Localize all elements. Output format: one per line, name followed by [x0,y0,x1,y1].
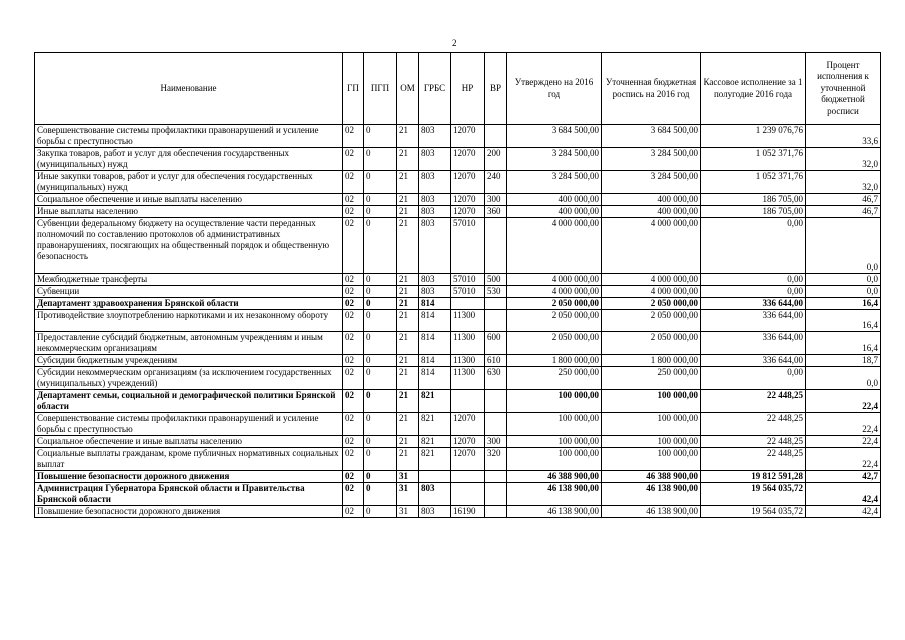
cell-revised: 3 284 500,00 [602,148,701,171]
cell-np: 57010 [451,274,485,286]
cell-revised: 46 138 900,00 [602,483,701,506]
cell-vr [485,218,507,274]
cell-grbs: 803 [419,483,451,506]
cell-name: Иные закупки товаров, работ и услуг для обеспечения государственных (муниципальных) нужд [35,171,343,194]
cell-cash: 0,00 [701,218,806,274]
cell-om: 31 [397,506,419,518]
cell-revised: 1 800 000,00 [602,355,701,367]
cell-om: 21 [397,194,419,206]
table-row [35,413,881,436]
cell-gp: 02 [343,506,364,518]
cell-pgp: 0 [364,355,397,367]
table-row [35,448,881,471]
cell-revised: 400 000,00 [602,206,701,218]
cell-cash: 19 564 035,72 [701,506,806,518]
col-header-np: НР [451,53,485,125]
cell-name: Социальное обеспечение и иные выплаты населению [35,194,343,206]
cell-cash: 22 448,25 [701,448,806,471]
cell-approved: 4 000 000,00 [507,274,602,286]
cell-revised: 4 000 000,00 [602,286,701,298]
cell-name: Закупка товаров, работ и услуг для обеспечения государственных (муниципальных) нужд [35,148,343,171]
cell-pct: 46,7 [806,206,881,218]
cell-pgp: 0 [364,332,397,355]
cell-grbs: 814 [419,298,451,310]
cell-vr [485,125,507,148]
table-row [35,206,881,218]
cell-name: Повышение безопасности дорожного движения [35,471,343,483]
table-row [35,310,881,332]
cell-vr [485,506,507,518]
cell-revised: 100 000,00 [602,436,701,448]
cell-cash: 22 448,25 [701,436,806,448]
cell-gp: 02 [343,436,364,448]
col-header-pgp: ПГП [364,53,397,125]
table-row [35,355,881,367]
cell-om: 21 [397,274,419,286]
cell-np: 12070 [451,206,485,218]
cell-pgp: 0 [364,436,397,448]
cell-vr: 360 [485,206,507,218]
cell-pgp: 0 [364,125,397,148]
cell-grbs: 803 [419,194,451,206]
cell-pct: 42,4 [806,506,881,518]
cell-grbs: 803 [419,286,451,298]
cell-approved: 100 000,00 [507,390,602,413]
cell-name: Иные выплаты населению [35,206,343,218]
cell-name: Субсидии некоммерческим организациям (за исключением государственных (муниципальных) учреждений) [35,367,343,390]
cell-grbs: 814 [419,355,451,367]
cell-vr: 630 [485,367,507,390]
cell-om: 21 [397,390,419,413]
cell-np: 12070 [451,125,485,148]
cell-vr: 500 [485,274,507,286]
cell-om: 21 [397,367,419,390]
cell-name: Департамент семьи, социальной и демографической политики Брянской области [35,390,343,413]
cell-pgp: 0 [364,471,397,483]
cell-revised: 100 000,00 [602,390,701,413]
cell-grbs: 814 [419,367,451,390]
col-header-grbs: ГРБС [419,53,451,125]
col-header-percent: Процент исполнения к уточненной бюджетной росписи [806,53,881,125]
cell-pgp: 0 [364,310,397,332]
cell-grbs [419,471,451,483]
cell-vr: 320 [485,448,507,471]
table-row [35,332,881,355]
cell-revised: 46 138 900,00 [602,506,701,518]
cell-pct: 0,0 [806,286,881,298]
cell-revised: 100 000,00 [602,413,701,436]
cell-approved: 1 800 000,00 [507,355,602,367]
cell-pgp: 0 [364,298,397,310]
cell-om: 21 [397,148,419,171]
cell-pct: 0,0 [806,367,881,390]
cell-approved: 46 138 900,00 [507,506,602,518]
cell-cash: 336 644,00 [701,310,806,332]
cell-gp: 02 [343,448,364,471]
cell-np: 12070 [451,413,485,436]
table-header-row [35,53,881,125]
cell-name: Субсидии бюджетным учреждениям [35,355,343,367]
cell-approved: 46 138 900,00 [507,483,602,506]
cell-cash: 1 052 371,76 [701,171,806,194]
table-row [35,390,881,413]
cell-np: 12070 [451,436,485,448]
cell-gp: 02 [343,194,364,206]
cell-revised: 2 050 000,00 [602,298,701,310]
cell-revised: 2 050 000,00 [602,332,701,355]
cell-cash: 22 448,25 [701,413,806,436]
cell-revised: 3 284 500,00 [602,171,701,194]
cell-np [451,483,485,506]
cell-revised: 2 050 000,00 [602,310,701,332]
cell-gp: 02 [343,332,364,355]
cell-vr [485,413,507,436]
cell-cash: 186 705,00 [701,194,806,206]
cell-approved: 100 000,00 [507,448,602,471]
cell-approved: 400 000,00 [507,206,602,218]
col-header-gp: ГП [343,53,364,125]
cell-np: 11300 [451,367,485,390]
table-row [35,274,881,286]
cell-om: 21 [397,310,419,332]
table-row [35,171,881,194]
cell-cash: 0,00 [701,286,806,298]
cell-name: Субвенции федеральному бюджету на осуществление части переданных полномочий по составлению протоколов об административных правонарушениях, посягающих на общественный порядок и общественную безопасность [35,218,343,274]
cell-pgp: 0 [364,148,397,171]
cell-pct: 42,7 [806,471,881,483]
cell-name: Межбюджетные трансферты [35,274,343,286]
cell-name: Социальное обеспечение и иные выплаты населению [35,436,343,448]
cell-pct: 16,4 [806,298,881,310]
table-row [35,194,881,206]
cell-vr: 200 [485,148,507,171]
cell-vr [485,471,507,483]
cell-revised: 4 000 000,00 [602,218,701,274]
cell-om: 21 [397,448,419,471]
cell-om: 21 [397,413,419,436]
cell-cash: 19 564 035,72 [701,483,806,506]
cell-pct: 0,0 [806,274,881,286]
cell-pct: 33,6 [806,125,881,148]
cell-cash: 22 448,25 [701,390,806,413]
cell-om: 21 [397,171,419,194]
cell-name: Предоставление субсидий бюджетным, автономным учреждениям и иным некоммерческим организациям [35,332,343,355]
cell-np: 12070 [451,171,485,194]
table-row [35,483,881,506]
cell-gp: 02 [343,148,364,171]
cell-gp: 02 [343,298,364,310]
col-header-om: ОМ [397,53,419,125]
cell-grbs: 803 [419,206,451,218]
cell-name: Совершенствование системы профилактики правонарушений и усиление борьбы с преступностью [35,413,343,436]
cell-grbs: 803 [419,274,451,286]
table-row [35,218,881,274]
cell-cash: 1 239 076,76 [701,125,806,148]
table-row [35,471,881,483]
cell-cash: 336 644,00 [701,332,806,355]
cell-np [451,390,485,413]
cell-name: Департамент здравоохранения Брянской области [35,298,343,310]
cell-gp: 02 [343,390,364,413]
cell-revised: 3 684 500,00 [602,125,701,148]
cell-vr [485,390,507,413]
cell-vr [485,310,507,332]
cell-grbs: 821 [419,448,451,471]
cell-revised: 400 000,00 [602,194,701,206]
budget-table [34,52,881,518]
cell-grbs: 821 [419,436,451,448]
col-header-cash: Кассовое исполнение за 1 полугодие 2016 года [701,53,806,125]
cell-cash: 0,00 [701,274,806,286]
page-number: 2 [452,38,457,48]
table-row [35,148,881,171]
table-row [35,125,881,148]
cell-name: Администрация Губернатора Брянской области и Правительства Брянской области [35,483,343,506]
cell-grbs: 803 [419,125,451,148]
col-header-approved: Утверждено на 2016 год [507,53,602,125]
cell-grbs: 814 [419,310,451,332]
cell-gp: 02 [343,206,364,218]
table-body [35,125,881,518]
cell-name: Противодействие злоупотреблению наркотиками и их незаконному обороту [35,310,343,332]
cell-pct: 32,0 [806,171,881,194]
cell-cash: 1 052 371,76 [701,148,806,171]
cell-pgp: 0 [364,194,397,206]
cell-pgp: 0 [364,506,397,518]
table-row [35,506,881,518]
cell-approved: 4 000 000,00 [507,286,602,298]
cell-name: Социальные выплаты гражданам, кроме публичных нормативных социальных выплат [35,448,343,471]
cell-om: 21 [397,436,419,448]
cell-vr: 240 [485,171,507,194]
cell-gp: 02 [343,125,364,148]
cell-revised: 250 000,00 [602,367,701,390]
cell-pct: 46,7 [806,194,881,206]
cell-pgp: 0 [364,206,397,218]
cell-cash: 19 812 591,28 [701,471,806,483]
cell-np: 11300 [451,332,485,355]
cell-approved: 4 000 000,00 [507,218,602,274]
cell-vr: 300 [485,194,507,206]
cell-gp: 02 [343,171,364,194]
cell-pgp: 0 [364,413,397,436]
cell-np [451,298,485,310]
cell-gp: 02 [343,483,364,506]
cell-gp: 02 [343,218,364,274]
cell-np: 12070 [451,148,485,171]
cell-om: 21 [397,298,419,310]
cell-cash: 186 705,00 [701,206,806,218]
cell-gp: 02 [343,471,364,483]
cell-approved: 3 684 500,00 [507,125,602,148]
cell-cash: 336 644,00 [701,355,806,367]
cell-pct: 0,0 [806,218,881,274]
cell-approved: 46 388 900,00 [507,471,602,483]
cell-gp: 02 [343,367,364,390]
cell-vr: 300 [485,436,507,448]
cell-np: 57010 [451,286,485,298]
cell-om: 21 [397,332,419,355]
cell-gp: 02 [343,286,364,298]
cell-approved: 3 284 500,00 [507,148,602,171]
cell-pct: 22,4 [806,413,881,436]
cell-np: 16190 [451,506,485,518]
cell-om: 21 [397,125,419,148]
cell-om: 31 [397,483,419,506]
cell-pct: 16,4 [806,310,881,332]
cell-grbs: 821 [419,390,451,413]
cell-name: Повышение безопасности дорожного движения [35,506,343,518]
cell-pgp: 0 [364,171,397,194]
cell-np: 11300 [451,355,485,367]
cell-np: 12070 [451,448,485,471]
cell-om: 21 [397,218,419,274]
cell-np: 57010 [451,218,485,274]
cell-pgp: 0 [364,218,397,274]
cell-grbs: 803 [419,171,451,194]
cell-approved: 100 000,00 [507,413,602,436]
cell-revised: 46 388 900,00 [602,471,701,483]
cell-pct: 16,4 [806,332,881,355]
cell-approved: 400 000,00 [507,194,602,206]
cell-pgp: 0 [364,483,397,506]
cell-pct: 42,4 [806,483,881,506]
cell-om: 31 [397,471,419,483]
cell-vr: 600 [485,332,507,355]
cell-gp: 02 [343,310,364,332]
cell-pgp: 0 [364,274,397,286]
cell-pct: 22,4 [806,390,881,413]
cell-approved: 100 000,00 [507,436,602,448]
cell-cash: 0,00 [701,367,806,390]
cell-revised: 100 000,00 [602,448,701,471]
cell-pgp: 0 [364,286,397,298]
cell-grbs: 821 [419,413,451,436]
cell-om: 21 [397,206,419,218]
cell-om: 21 [397,286,419,298]
cell-approved: 2 050 000,00 [507,332,602,355]
table-row [35,367,881,390]
cell-pct: 18,7 [806,355,881,367]
cell-grbs: 803 [419,218,451,274]
cell-vr [485,298,507,310]
cell-name: Субвенции [35,286,343,298]
cell-gp: 02 [343,413,364,436]
cell-np [451,471,485,483]
cell-pct: 32,0 [806,148,881,171]
table-row [35,436,881,448]
cell-np: 12070 [451,194,485,206]
cell-pct: 22,4 [806,448,881,471]
cell-pgp: 0 [364,448,397,471]
cell-np: 11300 [451,310,485,332]
cell-approved: 3 284 500,00 [507,171,602,194]
cell-vr: 610 [485,355,507,367]
cell-gp: 02 [343,355,364,367]
cell-cash: 336 644,00 [701,298,806,310]
cell-pgp: 0 [364,390,397,413]
cell-approved: 250 000,00 [507,367,602,390]
cell-pgp: 0 [364,367,397,390]
cell-vr: 530 [485,286,507,298]
table-row [35,286,881,298]
col-header-vr: ВР [485,53,507,125]
cell-revised: 4 000 000,00 [602,274,701,286]
col-header-revised: Уточненная бюджетная роспись на 2016 год [602,53,701,125]
cell-approved: 2 050 000,00 [507,310,602,332]
cell-om: 21 [397,355,419,367]
col-header-name: Наименование [35,53,343,125]
cell-vr [485,483,507,506]
cell-grbs: 803 [419,148,451,171]
table-row [35,298,881,310]
cell-grbs: 814 [419,332,451,355]
cell-approved: 2 050 000,00 [507,298,602,310]
cell-pct: 22,4 [806,436,881,448]
cell-grbs: 803 [419,506,451,518]
cell-gp: 02 [343,274,364,286]
cell-name: Совершенствование системы профилактики правонарушений и усиление борьбы с преступностью [35,125,343,148]
